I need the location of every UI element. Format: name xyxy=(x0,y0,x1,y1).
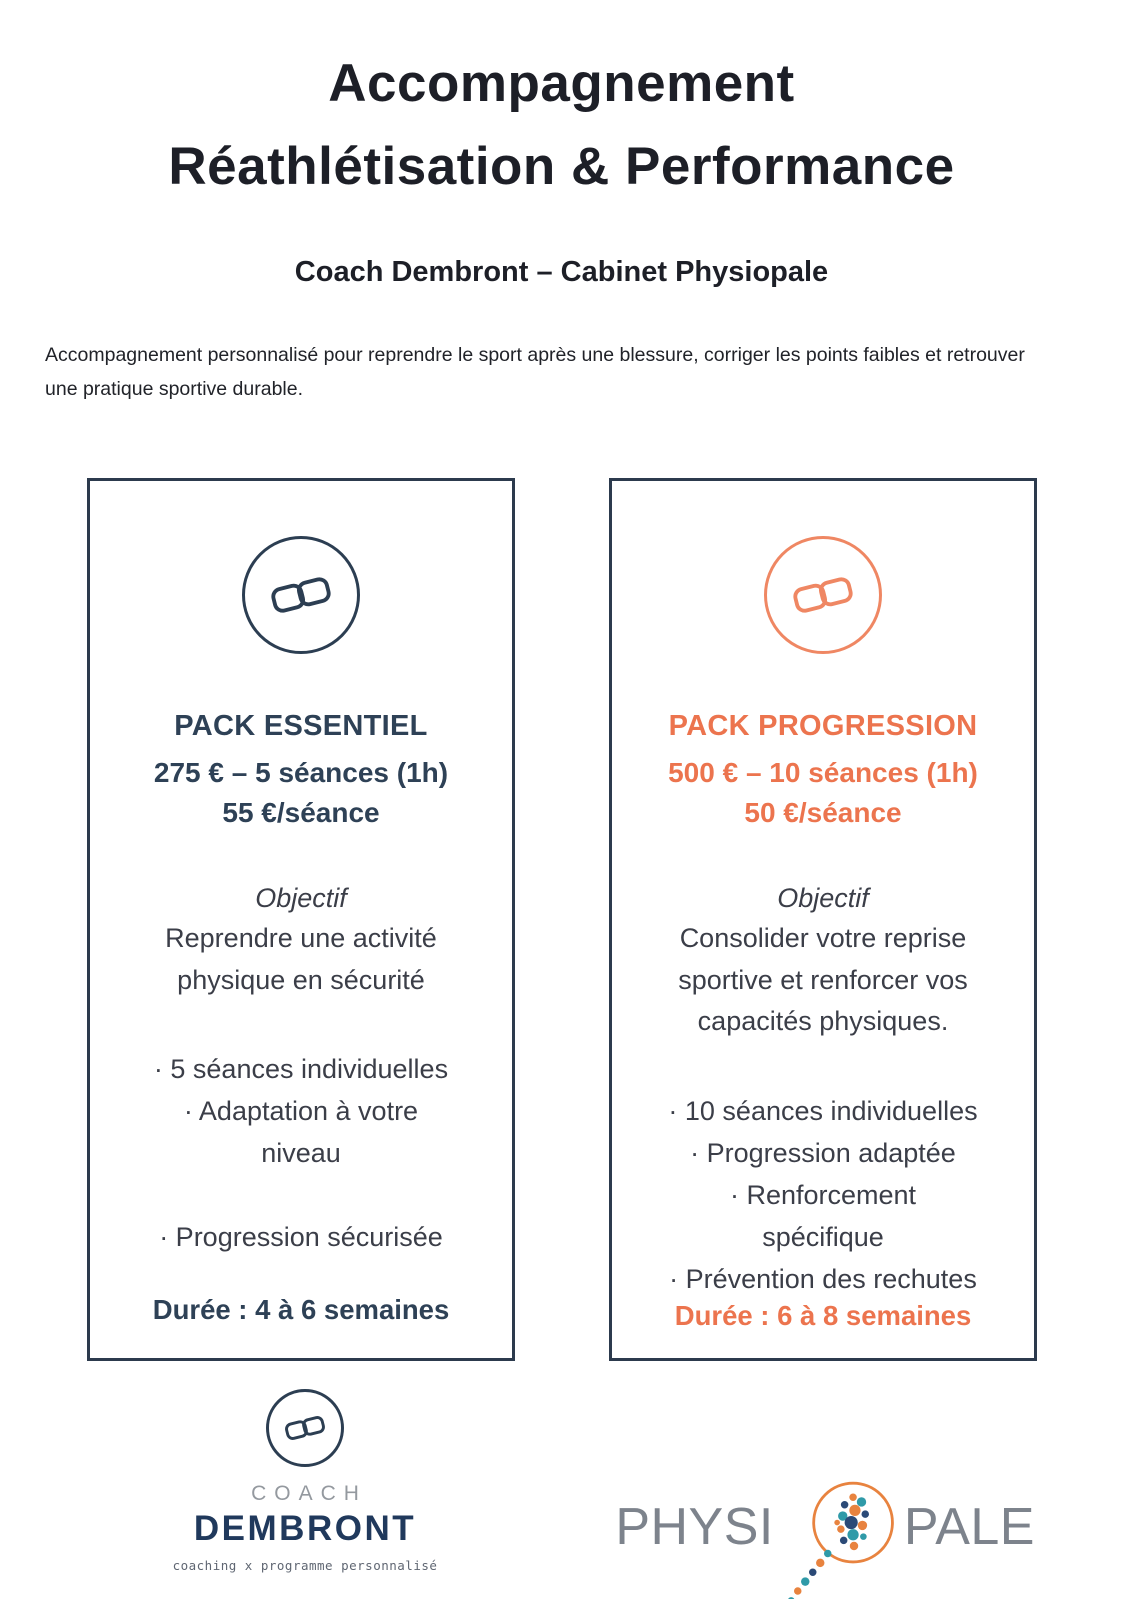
feature-list xyxy=(151,1049,451,1258)
pricing-cards xyxy=(87,478,1037,1361)
chain-link-icon-small xyxy=(266,1389,344,1467)
intro-paragraph: Accompagnement personnalisé pour reprendre le sport après une blessure, corriger les points faibles et retrouver une pratique sportive durable. xyxy=(45,344,1025,400)
pack-price: 275 € – 5 séances (1h) xyxy=(153,756,449,788)
feature-item: · 5 séances individuelles xyxy=(153,1054,449,1085)
feature-item: · Prévention des rechutes xyxy=(669,1263,977,1294)
page-title-line2: Réathlétisation & Performance xyxy=(168,137,955,197)
objective-label: Objectif xyxy=(255,882,347,913)
coach-name: DEMBRONT xyxy=(193,1508,417,1548)
objective-text: Consolider votre reprise sportive et renforcer vos capacités physiques. xyxy=(678,922,968,1037)
feature-item: · 10 séances individuelles xyxy=(668,1096,978,1127)
coach-tagline: coaching x programme personnalisé xyxy=(172,1557,438,1573)
page-title-line1: Accompagnement xyxy=(328,54,795,113)
pack-duration: Durée : 6 à 8 semaines xyxy=(674,1300,972,1332)
footer xyxy=(0,1389,1123,1599)
pack-price-per-session: 50 €/séance xyxy=(744,796,902,828)
feature-item: · Adaptation à votre niveau xyxy=(183,1096,419,1169)
pack-price-per-session: 55 €/séance xyxy=(222,796,380,828)
coach-dembront-logo xyxy=(160,1389,450,1573)
chain-link-icon-coral xyxy=(764,536,882,654)
pack-card-progression xyxy=(609,478,1037,1361)
pack-name: PACK PROGRESSION xyxy=(668,709,978,742)
physiopale-word-left: PHYSI xyxy=(615,1497,774,1556)
objective-text: Reprendre une activité physique en sécurité xyxy=(165,922,437,995)
chain-link-icon-navy xyxy=(242,536,360,654)
feature-item: · Renforcement spécifique xyxy=(729,1179,917,1252)
pack-price: 500 € – 10 séances (1h) xyxy=(668,756,978,788)
physiopale-dots-icon xyxy=(764,1471,914,1599)
page-subtitle: Coach Dembront – Cabinet Physiopale xyxy=(294,256,829,289)
pack-name: PACK ESSENTIEL xyxy=(174,709,428,742)
coach-word: COACH xyxy=(251,1481,367,1505)
feature-list xyxy=(668,1091,977,1300)
page-title xyxy=(0,42,1123,208)
physiopale-logo xyxy=(615,1471,1035,1599)
pack-card-essentiel xyxy=(87,478,515,1361)
physiopale-word-right: PALE xyxy=(903,1497,1035,1556)
objective-label: Objectif xyxy=(777,882,869,913)
feature-item: · Progression adaptée xyxy=(690,1138,956,1169)
feature-item: · Progression sécurisée xyxy=(159,1221,443,1252)
pack-duration: Durée : 4 à 6 semaines xyxy=(152,1293,450,1325)
